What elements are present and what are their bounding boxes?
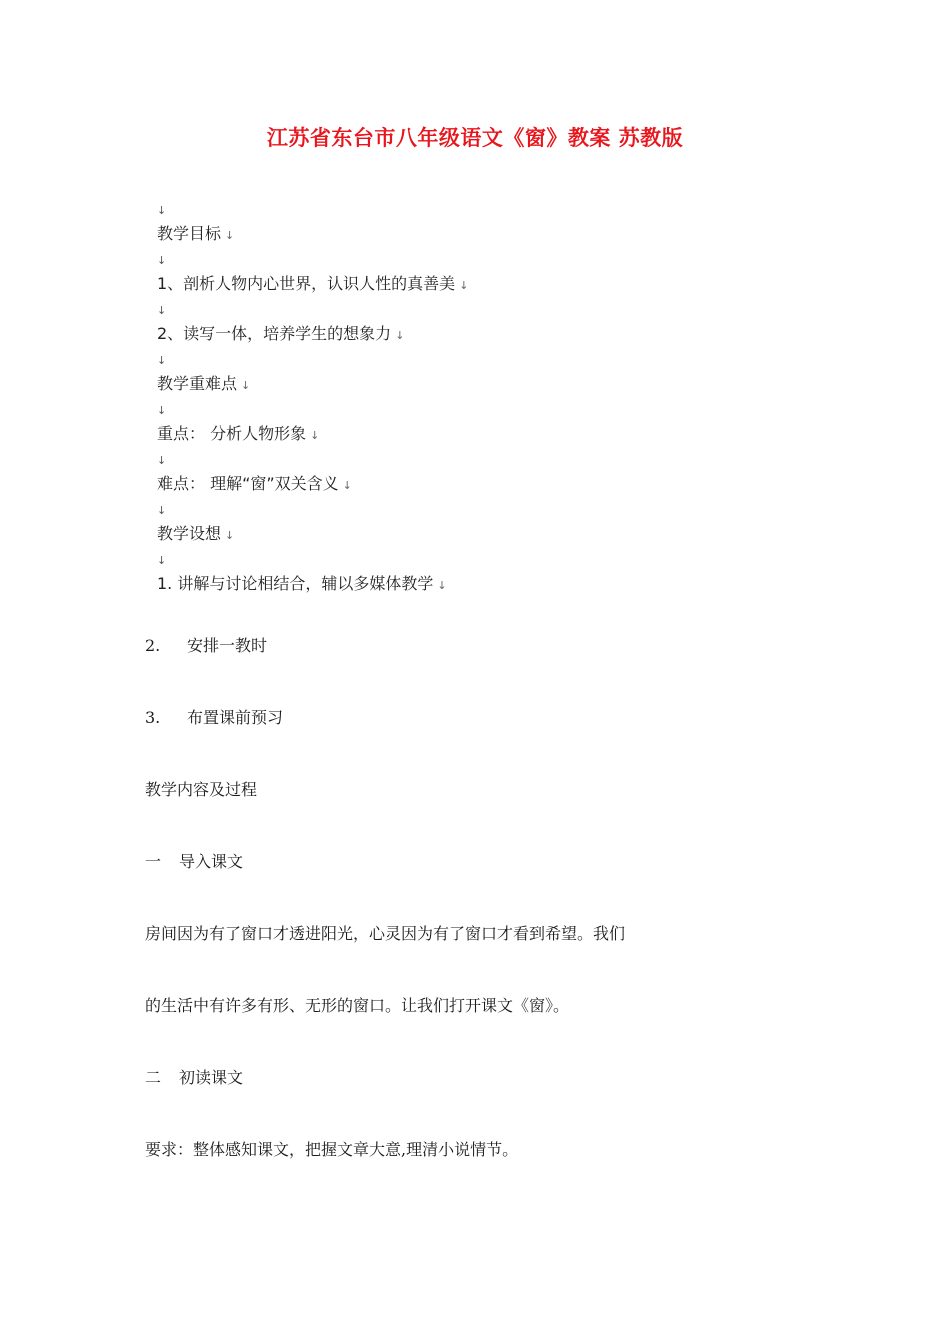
- section-2-heading: 二 初读课文: [145, 1068, 244, 1087]
- plan-item-3: 3. 布置课前预习: [145, 708, 284, 727]
- return-arrow-icon: ↓: [157, 354, 167, 367]
- intro-paragraph-line-1: 房间因为有了窗口才透进阳光，心灵因为有了窗口才看到希望。我们: [145, 924, 626, 943]
- difficult-point: 难点： 理解“窗”双关含义 ↓: [157, 474, 352, 493]
- plan-item-2: 2. 安排一教时: [145, 636, 268, 655]
- return-arrow-icon: ↓: [157, 504, 167, 517]
- return-arrow-icon: ↓: [157, 404, 167, 417]
- embedded-image-block: [145, 180, 505, 608]
- return-arrow-icon: ↓: [157, 204, 167, 217]
- return-arrow-icon: ↓: [157, 304, 167, 317]
- heading-key-difficult-points: 教学重难点 ↓: [157, 374, 251, 393]
- return-arrow-icon: ↓: [157, 254, 167, 267]
- goal-item-1: 1、剖析人物内心世界，认识人性的真善美 ↓: [157, 274, 469, 293]
- return-arrow-icon: ↓: [157, 454, 167, 467]
- reading-requirement: 要求：整体感知课文，把握文章大意,理清小说情节。: [145, 1140, 519, 1159]
- plan-item-1: 1. 讲解与讨论相结合，辅以多媒体教学 ↓: [157, 574, 447, 593]
- document-title: 江苏省东台市八年级语文《窗》教案 苏教版: [266, 126, 684, 150]
- return-arrow-icon: ↓: [157, 554, 167, 567]
- intro-paragraph-line-2: 的生活中有许多有形、无形的窗口。让我们打开课文《窗》。: [145, 996, 570, 1015]
- key-point: 重点： 分析人物形象 ↓: [157, 424, 320, 443]
- heading-teaching-plan: 教学设想 ↓: [157, 524, 235, 543]
- goal-item-2: 2、读写一体，培养学生的想象力 ↓: [157, 324, 405, 343]
- heading-teaching-goals: 教学目标 ↓: [157, 224, 235, 243]
- heading-content-process: 教学内容及过程: [145, 780, 258, 799]
- section-1-heading: 一 导入课文: [145, 852, 244, 871]
